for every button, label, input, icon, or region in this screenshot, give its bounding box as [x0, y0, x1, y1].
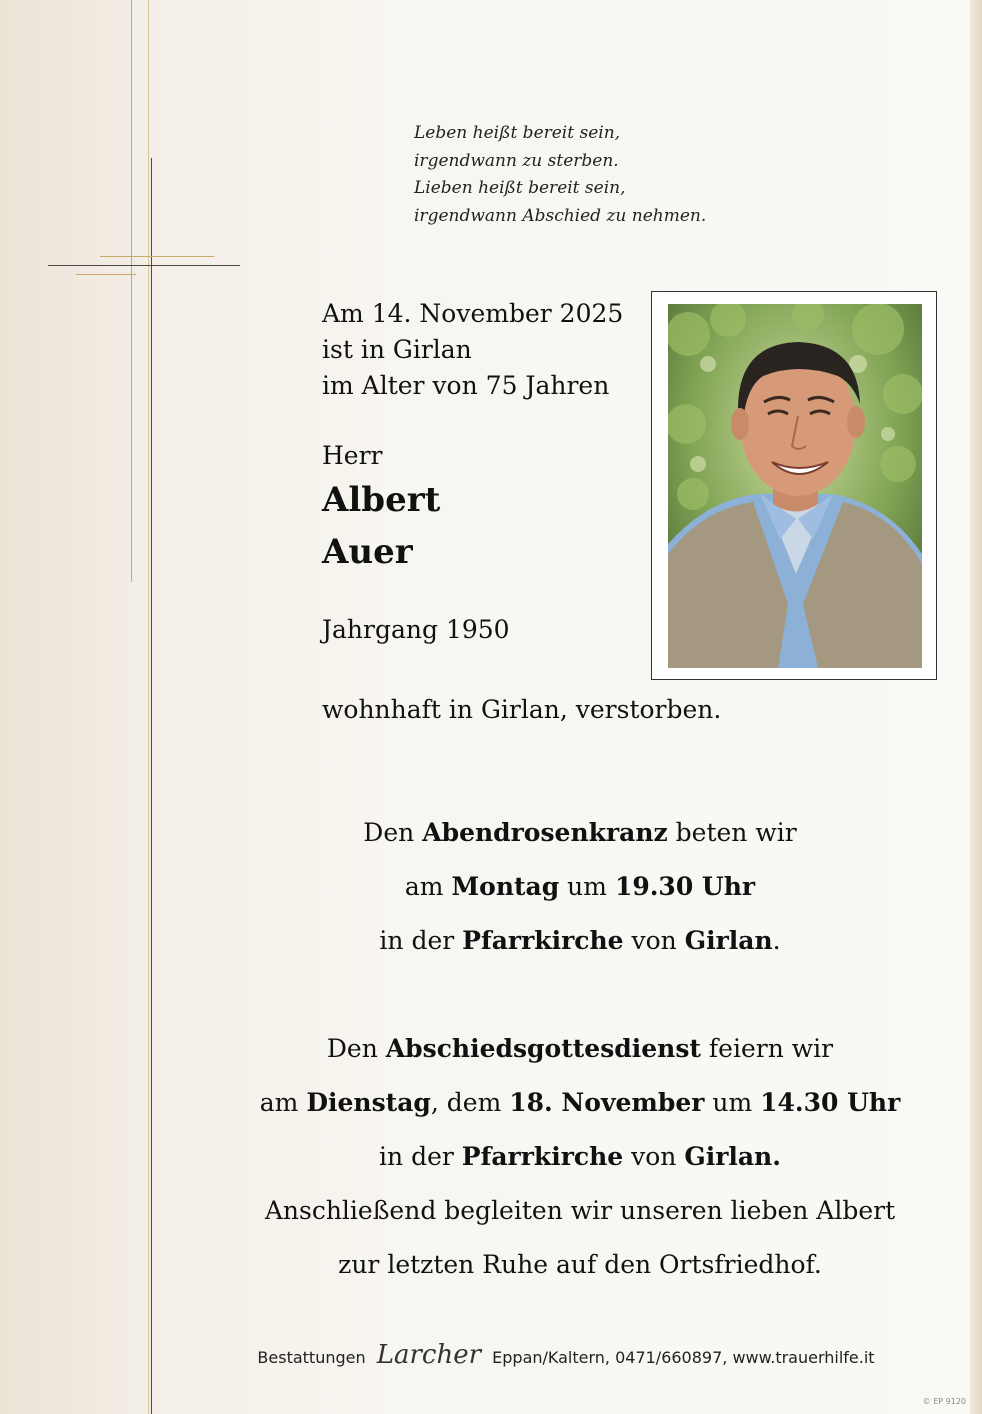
portrait-frame [651, 291, 937, 680]
text-bold: Girlan. [684, 1142, 781, 1171]
text-bold: Girlan [684, 926, 773, 955]
text-segment: von [623, 1142, 685, 1171]
text-segment: beten wir [667, 818, 797, 847]
poem-line: irgendwann Abschied zu nehmen. [414, 205, 707, 226]
service-line-1 [180, 1022, 980, 1076]
rosary-announcement [180, 806, 980, 968]
residence-line: wohnhaft in Girlan, verstorben. [322, 695, 722, 724]
poem-line: irgendwann zu sterben. [414, 150, 619, 171]
cross-vertical-gold-inner [148, 0, 149, 1414]
text-segment: am [404, 872, 452, 901]
funeral-home-logo: Larcher [376, 1340, 482, 1370]
text-bold: Pfarrkirche [461, 1142, 624, 1171]
text-bold: Abendrosenkranz [422, 818, 668, 847]
last-name: Auer [322, 532, 413, 572]
text-bold: Montag [451, 872, 560, 901]
text-segment: Den [363, 818, 423, 847]
service-line-2 [180, 1076, 980, 1130]
service-line-4: Anschließend begleiten wir unseren lieben Albert [264, 1196, 896, 1225]
funeral-service-announcement [180, 1022, 980, 1292]
first-name: Albert [322, 480, 441, 520]
intro-line: im Alter von 75 Jahren [322, 371, 610, 400]
text-segment: um [704, 1088, 761, 1117]
cross-horizontal-gold [100, 256, 214, 257]
funeral-home-footer [150, 1340, 982, 1370]
text-bold: Dienstag [306, 1088, 431, 1117]
poem-line: Lieben heißt bereit sein, [414, 178, 626, 198]
honorific: Herr [322, 441, 383, 470]
text-bold: 19.30 Uhr [614, 872, 756, 901]
service-line-3 [180, 1130, 980, 1184]
text-bold: Abschiedsgottesdienst [385, 1034, 701, 1063]
print-code: © EP 9120 [922, 1397, 966, 1406]
service-line-5: zur letzten Ruhe auf den Ortsfriedhof. [338, 1250, 822, 1279]
text-segment: am [259, 1088, 307, 1117]
text-segment: feiern wir [700, 1034, 834, 1063]
intro-line: ist in Girlan [322, 335, 472, 364]
text-bold: 18. November [509, 1088, 705, 1117]
text-segment: . [772, 926, 781, 955]
text-bold: 14.30 Uhr [760, 1088, 901, 1117]
portrait-photo [668, 304, 922, 668]
cross-horizontal-gold-bottom [76, 274, 136, 275]
cross-horizontal-dark-top [48, 265, 240, 266]
text-segment: in der [379, 926, 463, 955]
portrait-illustration [668, 304, 922, 668]
cross-vertical-gold-left [131, 0, 132, 582]
text-bold: Pfarrkirche [462, 926, 624, 955]
text-segment: in der [379, 1142, 462, 1171]
text-segment: Den [326, 1034, 386, 1063]
text-segment: , dem [430, 1088, 510, 1117]
rosary-line-1 [180, 806, 980, 860]
cross-vertical-dark-right [151, 158, 152, 1414]
birth-year: Jahrgang 1950 [322, 615, 510, 644]
footer-prefix: Bestattungen [257, 1348, 366, 1367]
footer-details: Eppan/Kaltern, 0471/660897, www.trauerhilfe.it [492, 1348, 875, 1367]
intro-line: Am 14. November 2025 [322, 299, 624, 328]
poem [414, 120, 834, 230]
death-notice-intro [322, 296, 642, 404]
rosary-line-3 [180, 914, 980, 968]
text-segment: von [623, 926, 685, 955]
rosary-line-2 [180, 860, 980, 914]
poem-line: Leben heißt bereit sein, [414, 123, 621, 143]
text-segment: um [559, 872, 615, 901]
